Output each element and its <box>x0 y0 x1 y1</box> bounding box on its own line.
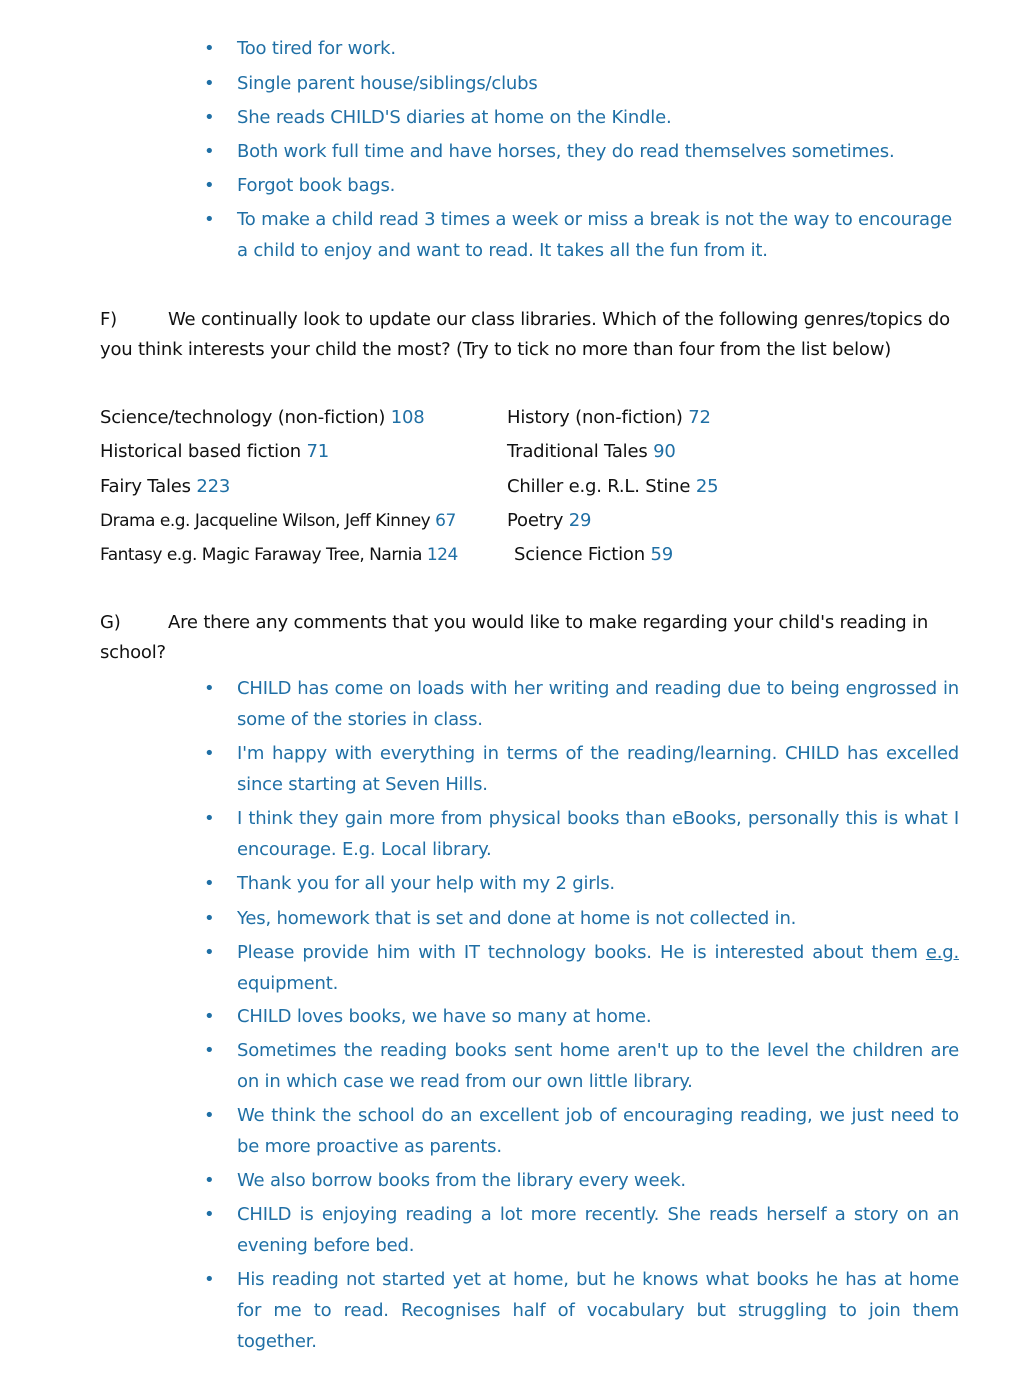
list-item <box>204 1001 959 1032</box>
genre-label: Drama e.g. Jacqueline Wilson, Jeff Kinney <box>100 511 431 531</box>
list-item <box>204 102 962 133</box>
genre-label: Traditional Tales <box>507 441 648 462</box>
list-item-text: Sometimes the reading books sent home aren't up to the level the children are on in which case we read from our own little library. <box>237 1040 959 1092</box>
list-item <box>204 68 962 99</box>
list-item <box>204 738 959 800</box>
list-item <box>204 204 962 266</box>
bullet-icon: • <box>204 808 215 829</box>
list-item-text: Please provide him with IT technology books. He is interested about them e.g. equipment. <box>237 942 959 994</box>
question-text: Are there any comments that you would like to make regarding your child's reading in school? <box>100 612 929 663</box>
list-item <box>204 903 959 934</box>
genre-item <box>100 474 230 500</box>
list-item-text: Forgot book bags. <box>237 175 396 196</box>
bullet-icon: • <box>204 1204 215 1225</box>
list-item-text: CHILD loves books, we have so many at home. <box>237 1006 652 1027</box>
list-item-text: I think they gain more from physical books than eBooks, personally this is what I encourage. E.g. Local library. <box>237 808 959 860</box>
list-item <box>204 803 959 865</box>
genre-item <box>100 542 458 568</box>
bullet-icon: • <box>204 1105 215 1126</box>
list-item <box>204 33 962 64</box>
bullet-icon: • <box>204 1040 215 1061</box>
list-item-text: She reads CHILD'S diaries at home on the Kindle. <box>237 107 672 128</box>
genre-label: Science/technology (non-fiction) <box>100 407 386 428</box>
genre-count: 59 <box>650 544 673 565</box>
list-item-text: We think the school do an excellent job of encouraging reading, we just need to be more proactive as parents. <box>237 1105 959 1157</box>
list-item <box>204 868 959 899</box>
question-letter: F) <box>100 309 117 330</box>
list-item-text: Both work full time and have horses, they do read themselves sometimes. <box>237 141 895 162</box>
genre-count: 90 <box>653 441 676 462</box>
list-item <box>204 1199 959 1261</box>
genre-label: History (non-fiction) <box>507 407 683 428</box>
list-item-text: Single parent house/siblings/clubs <box>237 73 538 94</box>
genre-count: 71 <box>306 441 330 462</box>
list-item <box>204 1100 959 1162</box>
list-item-text: To make a child read 3 times a week or miss a break is not the way to encourage a child to enjoy and want to read. It takes all the fun from it. <box>237 209 952 261</box>
bullet-icon: • <box>204 743 215 764</box>
genre-item <box>507 439 676 465</box>
question-text: We continually look to update our class libraries. Which of the following genres/topics do you think interests your child the most? (Try to tick no more than four from the list below) <box>100 309 950 360</box>
list-item <box>204 673 959 735</box>
genre-label: Historical based fiction <box>100 441 302 462</box>
question-f <box>100 305 960 365</box>
list-item-text: I'm happy with everything in terms of the reading/learning. CHILD has excelled since starting at Seven Hills. <box>237 743 959 795</box>
bullet-icon: • <box>204 73 215 94</box>
genre-count: 108 <box>390 407 425 428</box>
genre-label: Fairy Tales <box>100 476 191 497</box>
genre-label: Science Fiction <box>514 544 645 565</box>
genre-count: 67 <box>435 511 456 531</box>
list-item <box>204 1165 959 1196</box>
bullet-icon: • <box>204 38 215 59</box>
list-item-text: CHILD is enjoying reading a lot more recently. She reads herself a story on an evening before bed. <box>237 1204 959 1256</box>
question-letter: G) <box>100 612 121 633</box>
bullet-icon: • <box>204 141 215 162</box>
genre-label: Fantasy e.g. Magic Faraway Tree, Narnia <box>100 545 422 565</box>
bullet-icon: • <box>204 873 215 894</box>
genre-item <box>514 542 673 568</box>
genre-item <box>100 405 425 431</box>
underlined-text: e.g. <box>925 942 959 963</box>
genre-count: 25 <box>695 476 719 497</box>
list-item-text: His reading not started yet at home, but he knows what books he has at home for me to read. Recognises half of vocabulary but struggling to join them together. <box>237 1269 959 1352</box>
bullet-icon: • <box>204 107 215 128</box>
list-item <box>204 937 959 999</box>
bullet-icon: • <box>204 175 215 196</box>
genre-count: 223 <box>196 476 231 497</box>
bullet-icon: • <box>204 942 215 963</box>
genre-count: 29 <box>568 510 592 531</box>
bullet-icon: • <box>204 1170 215 1191</box>
genre-label: Chiller e.g. R.L. Stine <box>507 476 691 497</box>
list-item-text: CHILD has come on loads with her writing and reading due to being engrossed in some of the stories in class. <box>237 678 959 730</box>
genre-item <box>507 474 718 500</box>
bullet-icon: • <box>204 908 215 929</box>
genre-item <box>507 508 591 534</box>
list-item <box>204 1264 959 1357</box>
list-item-text: Too tired for work. <box>237 38 396 59</box>
genre-item <box>507 405 711 431</box>
list-item-text: Yes, homework that is set and done at home is not collected in. <box>237 908 797 929</box>
genre-item <box>100 439 329 465</box>
bullet-icon: • <box>204 1269 215 1290</box>
list-item-text: We also borrow books from the library every week. <box>237 1170 686 1191</box>
list-item <box>204 136 962 167</box>
genre-label: Poetry <box>507 510 564 531</box>
list-item <box>204 1035 959 1097</box>
bullet-icon: • <box>204 209 215 230</box>
genre-count: 72 <box>688 407 711 428</box>
genre-item <box>100 508 456 534</box>
bullet-icon: • <box>204 678 215 699</box>
list-item <box>204 170 962 201</box>
list-item-text: Thank you for all your help with my 2 girls. <box>237 873 615 894</box>
bullet-icon: • <box>204 1006 215 1027</box>
question-g <box>100 608 960 668</box>
genre-count: 124 <box>426 545 458 565</box>
